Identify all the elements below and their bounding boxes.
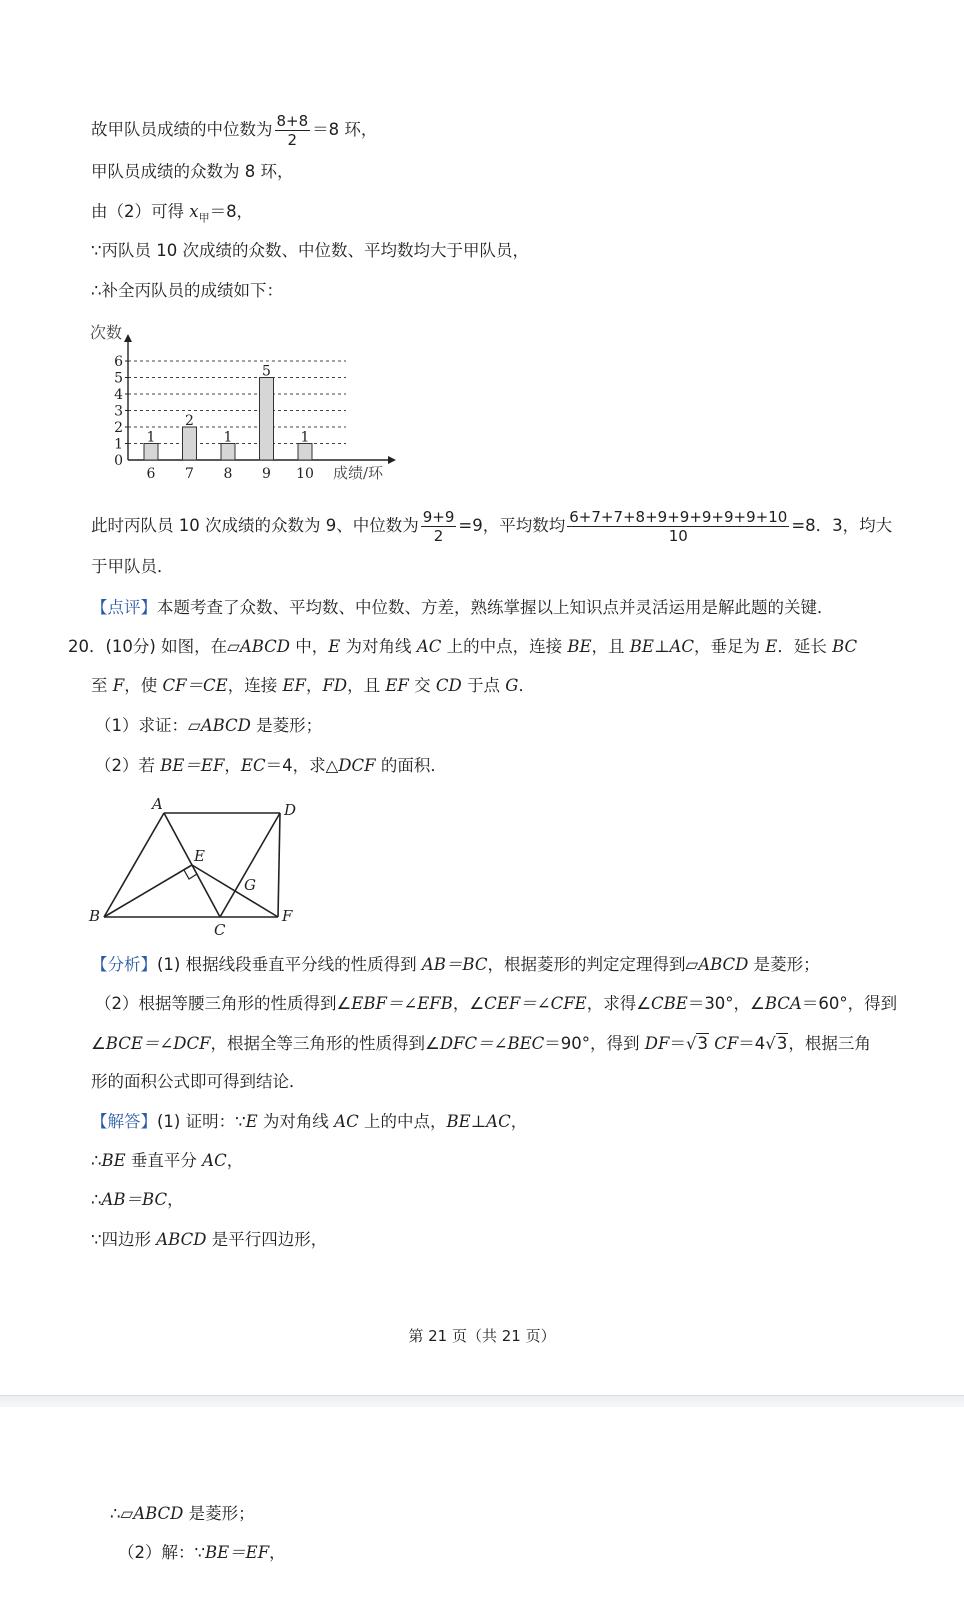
text: ＝4，求△	[265, 756, 339, 775]
text: ＝30°，∠	[687, 994, 765, 1013]
denominator: 2	[433, 527, 444, 545]
text: 上的中点，	[358, 1112, 447, 1131]
solution-tag: 【解答】	[91, 1112, 157, 1131]
y-tick-label: 1	[114, 436, 123, 453]
text: ，	[224, 756, 241, 775]
text: ∴	[91, 1151, 102, 1170]
line-therefore: ∴补全丙队员的成绩如下：	[91, 281, 283, 300]
var: BE	[101, 1151, 126, 1170]
line-jia-mode: 甲队员成绩的众数为 8 环，	[91, 162, 294, 181]
numerator: 8+8	[276, 112, 309, 130]
text: （2）若	[95, 756, 161, 775]
var: AC	[202, 1151, 227, 1170]
line-analysis-2	[95, 993, 897, 1015]
var: ABCD	[133, 1504, 184, 1523]
text: ，根据全等三角形的性质得到∠	[210, 1034, 440, 1053]
line-solution-4	[91, 1229, 327, 1251]
text: 是菱形；	[748, 955, 820, 974]
text: 为对角线	[340, 637, 417, 656]
var: EC	[240, 756, 266, 775]
var: ABCD	[698, 955, 749, 974]
text: ，	[226, 1151, 244, 1170]
x-tick-label: 10	[296, 466, 314, 482]
text: （1）求证：▱	[95, 716, 201, 735]
text: 是菱形；	[183, 1504, 255, 1523]
denominator: 2	[287, 131, 298, 149]
text: ＝4√	[738, 1034, 776, 1053]
fraction	[421, 508, 457, 545]
text: （2）根据等腰三角形的性质得到∠	[95, 994, 352, 1013]
bar-chart	[88, 318, 408, 488]
text: ＝8 环，	[312, 120, 378, 139]
text: =9，平均数均	[458, 516, 566, 535]
line-jia-mean	[91, 201, 253, 229]
text: ＝8，	[209, 202, 254, 221]
page-next	[0, 1407, 964, 1599]
numerator: 9+9	[422, 508, 455, 526]
bar-8	[221, 444, 235, 461]
var: EF	[282, 676, 306, 695]
var: ABCD	[200, 716, 251, 735]
segment-be	[104, 865, 192, 917]
var: CD	[435, 676, 462, 695]
text: ，	[305, 676, 323, 695]
text: ，	[510, 1112, 528, 1131]
var: x	[189, 202, 199, 221]
text: 为对角线	[257, 1112, 335, 1131]
segment-df	[278, 813, 280, 917]
var: BC	[832, 637, 858, 656]
x-tick-label: 8	[223, 466, 233, 482]
var: BE＝EF	[160, 756, 225, 775]
text: (1) 证明：∵	[157, 1112, 246, 1131]
var: ABCD	[239, 637, 291, 656]
line-solution	[91, 1111, 527, 1133]
var: CF	[714, 1034, 739, 1053]
data-label: 5	[262, 363, 271, 380]
y-tick-label: 0	[114, 453, 123, 469]
data-label: 2	[185, 413, 194, 429]
label-c: C	[214, 921, 226, 939]
y-tick-label: 2	[114, 420, 123, 436]
question-20-line2	[91, 675, 535, 697]
var: BE＝EF	[205, 1543, 270, 1562]
line-comment	[91, 597, 834, 619]
question-20-part1	[95, 715, 322, 737]
line-because: ∵丙队员 10 次成绩的众数、中位数、平均数均大于甲队员，	[91, 241, 529, 260]
var: AB＝BC	[421, 955, 488, 974]
denominator: 10	[668, 527, 688, 545]
line-analysis-4: 形的面积公式即可得到结论．	[91, 1072, 306, 1091]
var: EF	[385, 676, 409, 695]
var: G	[505, 676, 519, 695]
line-solution-2	[91, 1150, 243, 1172]
line-part2-solution	[118, 1542, 286, 1564]
text: ，根据三角	[788, 1034, 871, 1053]
var: CF＝CE	[162, 676, 228, 695]
y-tick-label: 3	[114, 403, 123, 420]
label-g: G	[244, 876, 256, 894]
text: ∵四边形	[91, 1230, 157, 1249]
var: BE⊥AC	[446, 1112, 511, 1131]
var: CEF＝∠CFE	[484, 994, 587, 1013]
text: 垂直平分	[125, 1151, 203, 1170]
x-tick-label: 9	[262, 466, 271, 482]
text: ∴▱	[110, 1504, 134, 1523]
text: 本题考查了众数、平均数、中位数、方差，熟练掌握以上知识点并灵活运用是解此题的关键．	[157, 598, 834, 617]
var: BCE＝∠DCF	[105, 1034, 211, 1053]
x-tick-label: 7	[185, 466, 194, 482]
text: ，根据菱形的判定定理得到▱	[487, 955, 699, 974]
comment-tag: 【点评】	[91, 598, 157, 617]
segment-cd	[220, 813, 280, 917]
text: 20．(10分) 如图，在▱	[68, 637, 240, 656]
text: ，∠	[452, 994, 485, 1013]
data-label: 1	[146, 429, 156, 446]
text: 中，	[290, 637, 329, 656]
text: ．	[518, 676, 535, 695]
fraction	[567, 508, 789, 545]
bar-7	[183, 427, 197, 460]
text: (1) 根据线段垂直平分线的性质得到	[157, 955, 422, 974]
analysis-tag: 【分析】	[91, 955, 157, 974]
var: AC	[334, 1112, 359, 1131]
text: ＝90°，得到	[544, 1034, 645, 1053]
text: ，	[269, 1543, 286, 1562]
line-jia-median	[91, 112, 377, 149]
geometry-figure	[86, 795, 311, 945]
text: 上的中点，连接	[441, 637, 568, 656]
question-20-part2	[95, 755, 447, 777]
bar-6	[144, 444, 158, 461]
text: ，	[167, 1190, 184, 1209]
var: DCF	[338, 756, 376, 775]
text: =8．3，均大	[791, 516, 893, 535]
line-greater: 于甲队员．	[91, 557, 174, 576]
segment-ab	[104, 813, 164, 917]
numerator: 6+7+7+8+9+9+9+9+9+10	[569, 508, 788, 526]
var: AB＝BC	[101, 1190, 168, 1209]
y-tick-label: 4	[114, 387, 123, 403]
text: 于点	[461, 676, 506, 695]
text: ＝60°，得到	[801, 994, 898, 1013]
text: 是平行四边形，	[206, 1230, 328, 1249]
text: ∴	[91, 1190, 102, 1209]
fraction	[275, 112, 311, 149]
label-b: B	[89, 907, 101, 925]
text: ∠	[91, 1034, 106, 1053]
text: 交	[408, 676, 436, 695]
var: CBE	[651, 994, 688, 1013]
text: ，且	[347, 676, 386, 695]
text: ，求得∠	[586, 994, 652, 1013]
text: ＝√	[669, 1034, 697, 1053]
line-rhombus	[110, 1503, 255, 1525]
text: ，且	[591, 637, 630, 656]
sqrt-radicand: 3	[697, 1034, 708, 1053]
var: ABCD	[156, 1230, 207, 1249]
label-a: A	[152, 795, 163, 813]
var: DF	[644, 1034, 670, 1053]
segment-ef	[192, 865, 278, 917]
x-axis-arrow	[388, 456, 396, 464]
line-analysis	[91, 954, 820, 976]
var: BE	[567, 637, 592, 656]
var: F	[112, 676, 125, 695]
var: E	[245, 1112, 258, 1131]
text: （2）解：∵	[118, 1543, 205, 1562]
text: 故甲队员成绩的中位数为	[91, 120, 273, 139]
question-20-line1	[68, 636, 857, 658]
var: DFC＝∠BEC	[439, 1034, 545, 1053]
x-axis-label: 成绩/环	[333, 464, 384, 482]
text: ，使	[124, 676, 163, 695]
var: BCA	[764, 994, 802, 1013]
page-footer: 第 21 页（共 21 页）	[408, 1327, 556, 1345]
subscript: 甲	[198, 211, 210, 225]
line-analysis-3	[91, 1033, 871, 1055]
line-solution-3	[91, 1189, 184, 1211]
text: 的面积．	[375, 756, 447, 775]
y-tick-label: 5	[114, 370, 123, 387]
text: 此时丙队员 10 次成绩的众数为 9、中位数为	[91, 516, 419, 535]
label-d: D	[284, 801, 297, 819]
line-bing-stats	[91, 508, 892, 545]
sqrt-radicand: 3	[776, 1034, 788, 1053]
label-e: E	[194, 847, 205, 865]
y-tick-label: 6	[114, 354, 123, 370]
var: E	[765, 637, 778, 656]
text: 由（2）可得	[91, 202, 190, 221]
var: E	[328, 637, 341, 656]
var: EBF＝∠EFB	[351, 994, 453, 1013]
text: 至	[91, 676, 113, 695]
data-label: 1	[300, 429, 310, 446]
var: FD	[322, 676, 348, 695]
text: ，连接	[227, 676, 283, 695]
data-label: 1	[223, 429, 233, 446]
bar-10	[298, 444, 312, 461]
var: AC	[416, 637, 442, 656]
text: ，垂足为	[694, 637, 766, 656]
text: 是菱形；	[250, 716, 323, 735]
x-tick-label: 6	[146, 466, 156, 482]
label-f: F	[282, 907, 293, 925]
var: BE⊥AC	[629, 637, 695, 656]
y-axis-label: 次数	[90, 323, 123, 342]
bar-9	[260, 378, 274, 461]
text: ．延长	[777, 637, 833, 656]
y-axis-arrow	[124, 334, 132, 342]
